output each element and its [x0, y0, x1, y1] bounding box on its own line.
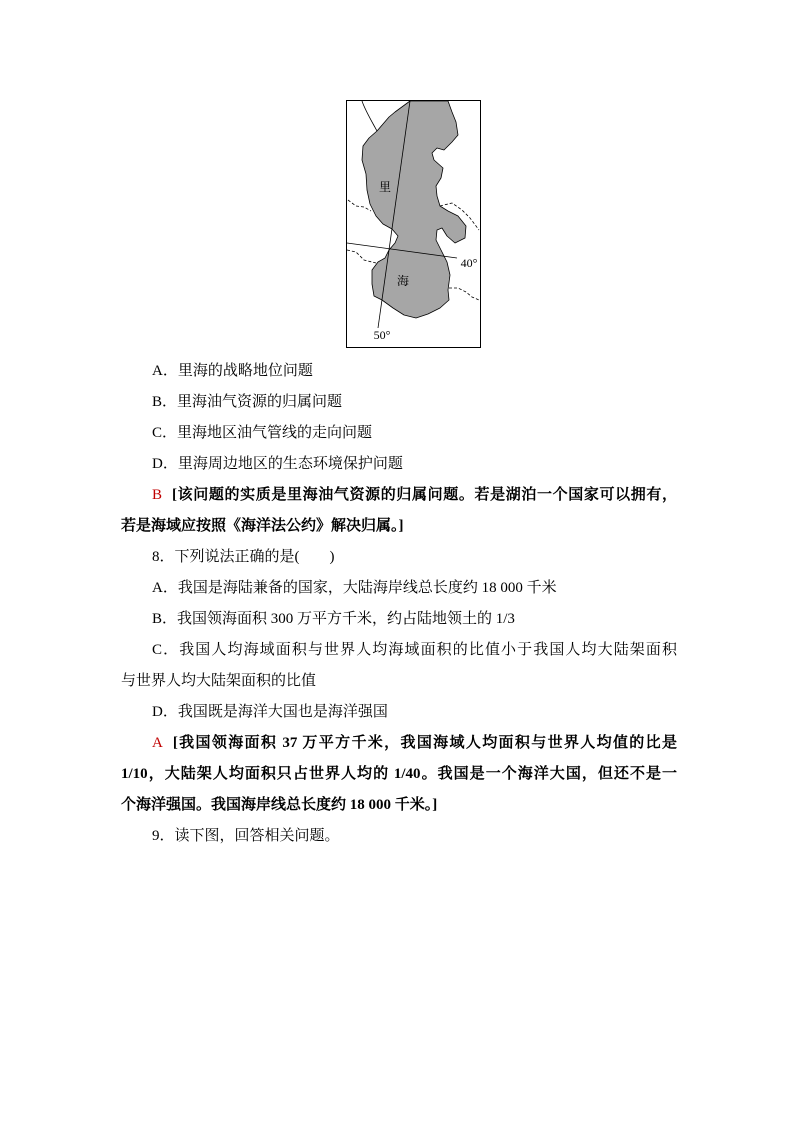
q7-answer-line-2: 若是海域应按照《海洋法公约》解决归属。]	[121, 518, 404, 534]
map-label-li: 里	[378, 180, 392, 194]
q7-option-d: D．里海周边地区的生态环境保护问题	[152, 456, 403, 472]
q9-stem: 9．读下图，回答相关问题。	[152, 828, 340, 844]
q8-answer-line-3: 个海洋强国。我国海岸线总长度约 18 000 千米。]	[121, 797, 438, 813]
q8-option-d: D．我国既是海洋大国也是海洋强国	[152, 704, 388, 720]
q7-option-c: C．里海地区油气管线的走向问题	[152, 425, 373, 441]
q8-answer-text: [我国领海面积 37 万平方千米，我国海域人均面积与世界人均值的比是	[172, 735, 677, 751]
q8-option-c-line-1: C．我国人均海域面积与世界人均海域面积的比值小于我国人均大陆架面积	[152, 642, 677, 658]
q7-option-a: A．里海的战略地位问题	[152, 363, 313, 379]
q7-answer-letter: B	[152, 487, 163, 503]
caspian-sea-map	[346, 100, 481, 348]
q8-stem: 8．下列说法正确的是( )	[152, 549, 335, 565]
map-label-latitude: 40°	[460, 256, 478, 270]
q8-answer-line-1	[121, 728, 677, 759]
q7-answer-line-1	[121, 480, 677, 511]
q7-answer-text: [该问题的实质是里海油气资源的归属问题。若是湖泊一个国家可以拥有，	[172, 487, 677, 503]
q8-answer-letter: A	[152, 735, 163, 751]
question-block	[121, 356, 677, 852]
q8-option-c-line-2: 与世界人均大陆架面积的比值	[121, 673, 317, 689]
q7-option-b: B．里海油气资源的归属问题	[152, 394, 343, 410]
q8-option-b: B．我国领海面积 300 万平方千米，约占陆地领土的 1/3	[152, 611, 515, 627]
map-label-hai: 海	[396, 274, 410, 288]
q8-option-a: A．我国是海陆兼备的国家，大陆海岸线总长度约 18 000 千米	[152, 580, 557, 596]
q8-answer-line-2: 1/10，大陆架人均面积只占世界人均的 1/40。我国是一个海洋大国，但还不是一	[121, 766, 677, 782]
map-label-longitude: 50°	[373, 328, 391, 342]
